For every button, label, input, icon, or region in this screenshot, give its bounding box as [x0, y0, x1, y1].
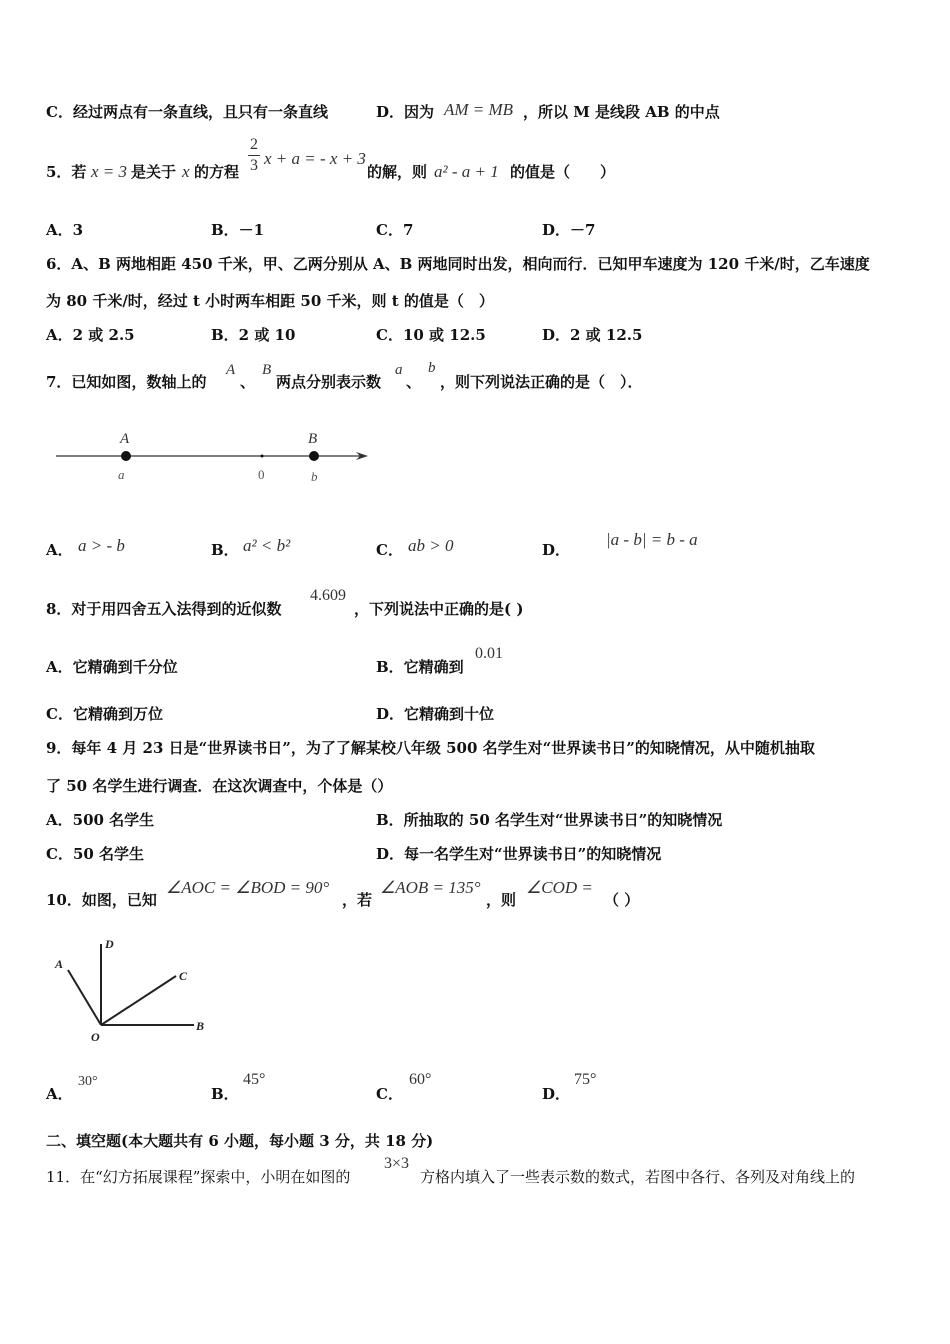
- q7-number-line-figure: [50, 426, 380, 488]
- q5-math-expression: a² - a + 1: [434, 162, 499, 181]
- q8-text-1: 8．对于用四舍五入法得到的近似数: [46, 600, 282, 618]
- q5-text-2: 是关于: [131, 163, 177, 181]
- q6-option-d: D．2 或 12.5: [542, 326, 643, 344]
- q10-text-4: （ ）: [604, 891, 640, 909]
- label-a: a: [118, 467, 125, 482]
- q8-option-a: A．它精确到千分位: [46, 658, 178, 676]
- q7-math-B: B: [262, 362, 272, 378]
- origin-dot: [261, 455, 264, 458]
- q5-option-a: A．3: [46, 221, 84, 239]
- label-A: A: [120, 431, 130, 447]
- q10-option-a-label: A．: [46, 1085, 73, 1103]
- label-D: D: [105, 937, 114, 951]
- q4-option-d-math: AM = MB: [444, 100, 514, 119]
- q7-option-d-math: |a - b| = b - a: [606, 530, 698, 549]
- ray-OA: [68, 970, 101, 1025]
- q5-option-d: D．－7: [542, 221, 596, 239]
- q6-option-a: A．2 或 2.5: [46, 326, 135, 344]
- q10-angle-figure: [50, 930, 220, 1048]
- label-A: A: [55, 957, 64, 971]
- q5-math-x: x: [182, 162, 190, 181]
- q5-option-c: C．7: [376, 221, 414, 239]
- q4-option-d-prefix: D．因为: [376, 103, 435, 121]
- q7-text-1: 7．已知如图，数轴上的: [46, 373, 207, 391]
- q9-option-c: C．50 名学生: [46, 845, 145, 863]
- label-b: b: [311, 469, 318, 484]
- q5-text-3: 的方程: [194, 163, 240, 181]
- q10-math-cod: ∠COD =: [526, 878, 593, 897]
- q10-option-b-label: B．: [211, 1085, 239, 1103]
- q7-text-2: 两点分别表示数: [276, 373, 382, 391]
- q10-option-a-value: 30°: [78, 1074, 98, 1089]
- q5-fraction-bar: [248, 155, 260, 156]
- q8-option-d: D．它精确到十位: [376, 705, 495, 723]
- q10-option-c-label: C．: [376, 1085, 403, 1103]
- label-B: B: [308, 431, 318, 447]
- q7-math-A: A: [226, 362, 236, 378]
- q6-option-c: C．10 或 12.5: [376, 326, 486, 344]
- q7-option-c-math: ab > 0: [408, 536, 454, 555]
- q5-math-x-eq-3: x = 3: [91, 162, 128, 181]
- q7-option-b-math: a² < b²: [243, 536, 291, 555]
- q5-text-5: 的值是（ ）: [510, 163, 616, 181]
- q10-option-b-value: 45°: [243, 1071, 266, 1088]
- label-0: 0: [258, 467, 265, 482]
- ray-OC: [101, 976, 176, 1025]
- q6-line-2: 为 80 千米/时，经过 t 小时两车相距 50 千米，则 t 的值是（ ）: [46, 292, 494, 310]
- q7-option-a-label: A．: [46, 541, 73, 559]
- q7-math-b: b: [428, 360, 436, 376]
- q8-text-2: ，下列说法中正确的是( ): [354, 600, 524, 618]
- label-C: C: [179, 969, 188, 983]
- q10-math-given: ∠AOC = ∠BOD = 90°: [166, 878, 330, 897]
- q7-option-b-label: B．: [211, 541, 239, 559]
- q5-fraction-denominator: 3: [250, 157, 258, 174]
- q7-option-d-label: D．: [542, 541, 571, 559]
- point-A-dot: [121, 451, 131, 461]
- q10-text-2: ，若: [342, 891, 373, 909]
- q5-text-4: 的解，则: [367, 163, 428, 181]
- q8-option-b: B．它精确到: [376, 658, 464, 676]
- q10-text-3: ，则: [486, 891, 517, 909]
- q7-math-a: a: [395, 362, 403, 378]
- q10-math-aob: ∠AOB = 135°: [380, 878, 481, 897]
- q6-line-1: 6．A、B 两地相距 450 千米，甲、乙两分别从 A、B 两地同时出发，相向而行．已知甲车速度为 120 千米/时，乙车速度: [46, 255, 870, 273]
- label-B: B: [196, 1019, 205, 1033]
- point-B-dot: [309, 451, 319, 461]
- q11-text-2: 方格内填入了一些表示数的数式，若图中各行、各列及对角线上的: [420, 1168, 856, 1186]
- q7-option-a-math: a > - b: [78, 536, 125, 555]
- q7-sep-1: 、: [240, 373, 256, 391]
- q5-equation: x + a = - x + 3: [264, 149, 366, 168]
- q10-option-d-label: D．: [542, 1085, 571, 1103]
- q9-option-b: B．所抽取的 50 名学生对“世界读书日”的知晓情况: [376, 811, 723, 829]
- q5-fraction: [248, 136, 260, 175]
- q11-text-1: 11．在“幻方拓展课程”探索中，小明在如图的: [46, 1168, 351, 1186]
- q9-option-a: A．500 名学生: [46, 811, 155, 829]
- q9-line-1: 9．每年 4 月 23 日是“世界读书日”，为了了解某校八年级 500 名学生对“世界读书日”的知晓情况，从中随机抽取: [46, 739, 815, 757]
- q8-math-number: 4.609: [310, 587, 346, 604]
- q7-option-c-label: C．: [376, 541, 403, 559]
- q5-text-1: 5．若: [46, 163, 87, 181]
- q4-option-d-suffix: ，所以 M 是线段 AB 的中点: [523, 103, 720, 121]
- q7-text-3: ，则下列说法正确的是（ ）．: [440, 373, 643, 391]
- q9-option-d: D．每一名学生对“世界读书日”的知晓情况: [376, 845, 662, 863]
- q6-option-b: B．2 或 10: [211, 326, 296, 344]
- section-2-title: 二、填空题(本大题共有 6 小题，每小题 3 分，共 18 分): [46, 1132, 434, 1150]
- q10-option-c-value: 60°: [409, 1071, 432, 1088]
- q10-option-d-value: 75°: [574, 1071, 597, 1088]
- q10-text-1: 10．如图，已知: [46, 891, 157, 909]
- q5-option-b: B．－1: [211, 221, 265, 239]
- label-O: O: [91, 1030, 100, 1044]
- q5-fraction-numerator: 2: [250, 136, 258, 153]
- q8-option-b-math: 0.01: [475, 645, 503, 662]
- q9-line-2: 了 50 名学生进行调查．在这次调查中，个体是（）: [46, 777, 393, 795]
- q4-option-c: C．经过两点有一条直线，且只有一条直线: [46, 103, 328, 121]
- q8-option-c: C．它精确到万位: [46, 705, 163, 723]
- q7-sep-2: 、: [406, 373, 422, 391]
- q11-math-grid-size: 3×3: [384, 1155, 410, 1172]
